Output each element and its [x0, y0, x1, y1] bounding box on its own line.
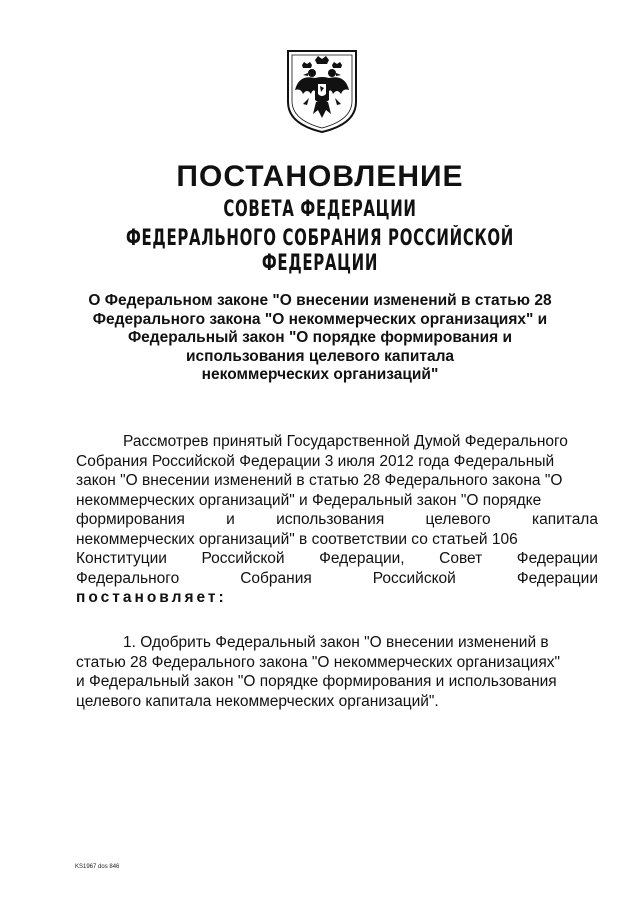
item-line: 1. Одобрить Федеральный закон "О внесении изменений в	[123, 634, 549, 651]
preamble-line: некоммерческих организаций" и Федеральный закон "О порядке	[76, 491, 542, 509]
preamble-line	[76, 569, 598, 589]
word: формирования	[76, 511, 185, 528]
preamble-line: некоммерческих организаций" в соответствии со статьей 106	[76, 530, 518, 548]
word: целевого	[425, 511, 491, 528]
preamble-line: Собрания Российской Федерации 3 июля 2012 года Федеральный	[76, 452, 555, 470]
document-code: KS1967 dos 846	[75, 864, 120, 870]
subject-line: Федерального закона "О некоммерческих организациях" и	[92, 310, 548, 328]
preamble-line: Рассмотрев принятый Государственной Думой Федерального	[123, 433, 568, 450]
word: и	[226, 511, 235, 528]
preamble-line: закон "О внесении изменений в статью 28 Федерального закона "О	[76, 472, 563, 489]
word: Совет	[439, 550, 483, 567]
preamble-line	[76, 549, 598, 569]
item-line: и Федеральный закон "О порядке формирования и использования	[76, 673, 557, 690]
word: Российской	[372, 569, 456, 587]
resolution-item-1	[76, 633, 598, 711]
document-title: ПОСТАНОВЛЕНИЕ	[176, 160, 464, 193]
item-line: целевого капитала некоммерческих организаций".	[76, 692, 439, 710]
issuer-line-2: ФЕДЕРАЛЬНОГО СОБРАНИЯ РОССИЙСКОЙ ФЕДЕРАЦИИ	[126, 226, 514, 276]
word: Федерации	[516, 569, 598, 587]
item-line: статью 28 Федерального закона "О некоммерческих организациях"	[76, 653, 560, 671]
word: Российской	[201, 550, 285, 567]
word: Федерации	[516, 550, 598, 567]
decree-word: постановляет:	[76, 589, 227, 606]
word: капитала	[531, 511, 598, 528]
word: Конституции	[76, 550, 167, 567]
coat-of-arms-emblem	[285, 48, 359, 134]
preamble-paragraph	[76, 432, 598, 608]
subject-line: некоммерческих организаций"	[201, 366, 439, 383]
word: Федерации,	[319, 550, 405, 567]
word: Федерального	[76, 569, 180, 587]
word: использования	[276, 511, 385, 528]
subject-line: Федеральный закон "О порядке формирования и	[127, 329, 513, 346]
preamble-line	[76, 510, 598, 530]
subject-line: О Федеральном законе "О внесении изменений в статью 28	[88, 292, 552, 309]
issuer-line-1: СОВЕТА ФЕДЕРАЦИИ	[223, 197, 417, 222]
subject-line: использования целевого капитала	[185, 347, 455, 365]
word: Собрания	[240, 569, 312, 587]
resolution-subject	[78, 292, 562, 385]
